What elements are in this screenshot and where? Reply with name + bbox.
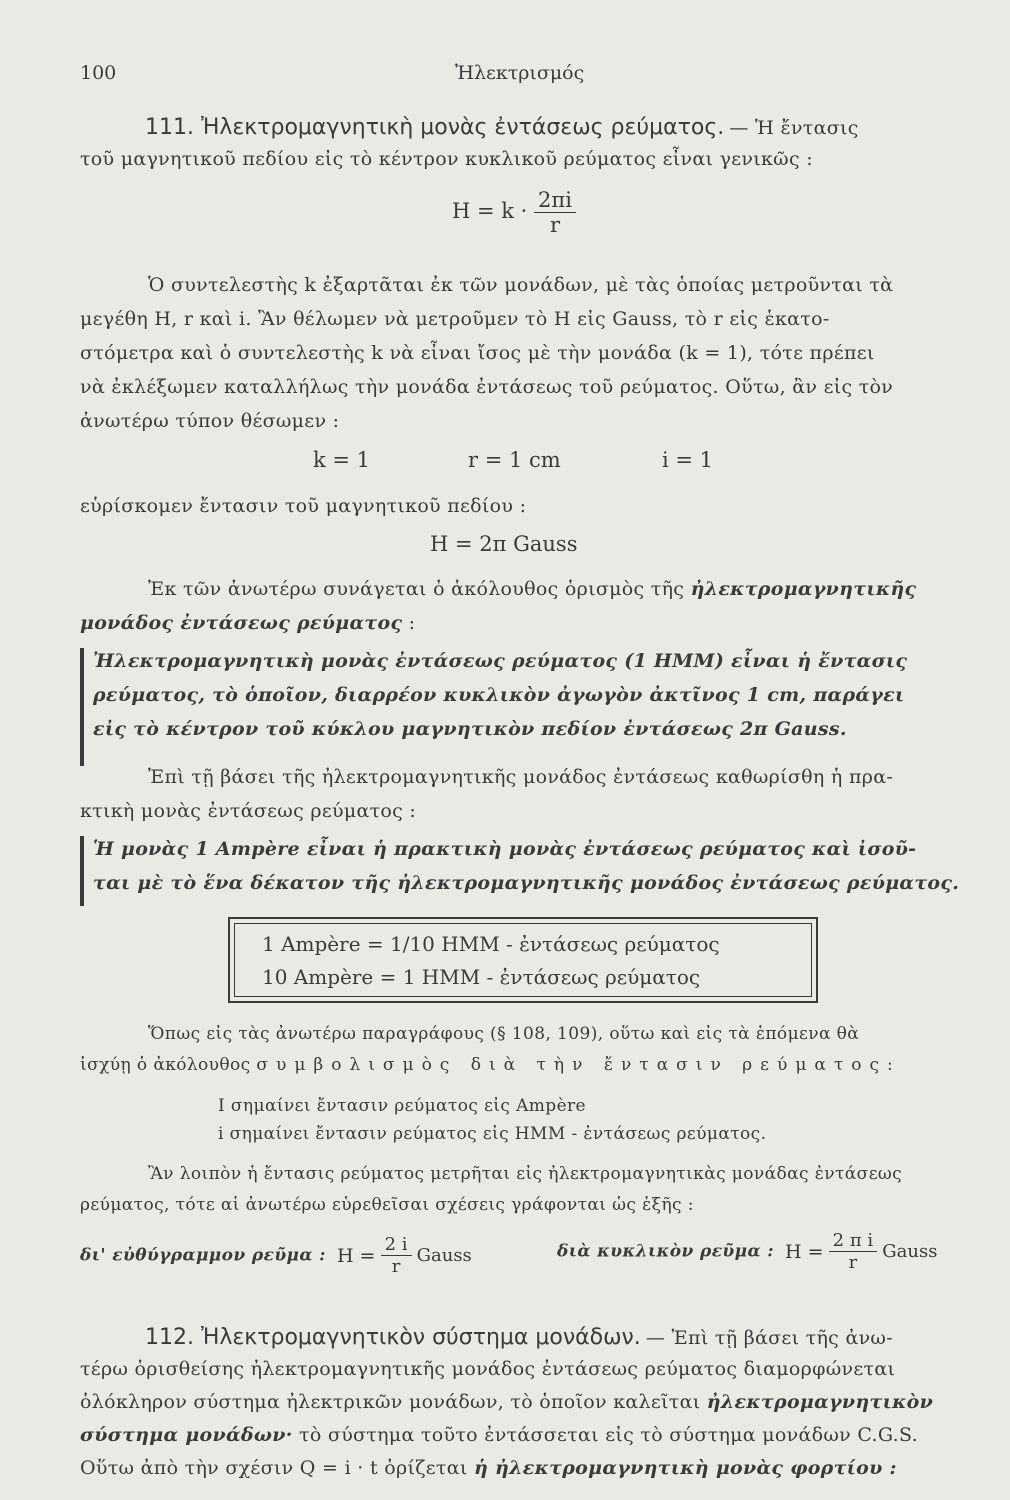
paragraph-4-tail: :: [408, 612, 416, 634]
section-112-line-5: [80, 1457, 897, 1479]
circular-current-fraction: [829, 1230, 877, 1273]
paragraph-6-line-1: Ὅπως εἰς τὰς ἀνωτέρω παραγράφους (§ 108, 109), οὕτω καὶ εἰς τὰ ἑπόμενα θὰ: [148, 1024, 860, 1044]
definition-1-line-1: Ἠλεκτρομαγνητικὴ μονὰς ἐντάσεως ρεύματος (1 HMM) εἶναι ἡ ἔντασις: [93, 650, 908, 672]
paragraph-4-bold-2: μονάδος ἐντάσεως ρεύματος: [80, 612, 403, 634]
section-112-intro-rest: — Ἐπὶ τῇ βάσει τῆς ἀνω-: [645, 1327, 893, 1349]
formula-circular-current: [557, 1230, 937, 1273]
paragraph-4-bold: ἠλεκτρομαγνητικῆς: [690, 578, 917, 600]
paragraph-5-line-2: κτικὴ μονὰς ἐντάσεως ρεύματος :: [80, 800, 417, 822]
section-112-title: 112. Ἠλεκτρομαγνητικὸν σύστημα μονάδων.: [145, 1325, 641, 1350]
eq-r: r = 1 cm: [468, 448, 561, 472]
definition-1-line-2: ρεύματος, τὸ ὁποῖον, διαρρέον κυκλικὸν ἀγωγὸν ἀκτῖνος 1 cm, παράγει: [93, 684, 905, 706]
paragraph-7-line-2: ρεύματος, τότε αἱ ἀνωτέρω εὑρεθεῖσαι σχέσεις γράφονται ὡς ἑξῆς :: [80, 1195, 694, 1215]
definition-1-margin-bar: [80, 648, 84, 766]
symbol-I-meaning: I σημαίνει ἔντασιν ρεύματος εἰς Ampère: [218, 1096, 587, 1116]
paragraph-2-line-1: Ὁ συντελεστὴς k ἐξαρτᾶται ἐκ τῶν μονάδων, μὲ τὰς ὁποίας μετροῦνται τὰ: [148, 274, 894, 296]
intro-line-2: τοῦ μαγνητικοῦ πεδίου εἰς τὸ κέντρον κυκλικοῦ ρεύματος εἶναι γενικῶς :: [80, 148, 813, 170]
eq-k: k = 1: [313, 448, 371, 472]
section-112-line-3-bold: ἠλεκτρομαγνητικὸν: [706, 1391, 934, 1413]
section-112-line-3-plain: ὁλόκληρον σύστημα ἠλεκτρικῶν μονάδων, τὸ ὁποῖον καλεῖται: [80, 1391, 701, 1413]
straight-current-numerator: 2 i: [381, 1234, 412, 1256]
paragraph-6-line-2: [80, 1055, 901, 1075]
section-111-title: 111. Ἠλεκτρομαγνητικὴ μονὰς ἐντάσεως ρεύματος.: [145, 115, 725, 140]
symbol-i-meaning: i σημαίνει ἔντασιν ρεύματος εἰς HMM - ἐντάσεως ρεύματος.: [218, 1124, 767, 1144]
section-112-heading: [145, 1325, 893, 1350]
formula-2pi-gauss: H = 2π Gauss: [430, 532, 578, 556]
circular-current-label: διὰ κυκλικὸν ρεῦμα :: [557, 1241, 774, 1262]
section-112-line-2: τέρω ὁρισθείσης ἠλεκτρομαγνητικῆς μονάδος ἐντάσεως ρεύματος διαμορφώνεται: [80, 1358, 896, 1380]
running-title: Ἠλεκτρισμός: [455, 62, 585, 84]
definition-2-line-2: ται μὲ τὸ ἕνα δέκατον τῆς ἠλεκτρομαγνητικῆς μονάδος ἐντάσεως ρεύματος.: [93, 872, 960, 894]
paragraph-7-line-1: Ἂν λοιπὸν ἡ ἔντασις ρεύματος μετρῆται εἰς ἠλεκτρομαγνητικὰς μονάδας ἐντάσεως: [148, 1164, 903, 1184]
paragraph-2-line-5: ἀνωτέρω τύπον θέσωμεν :: [80, 410, 340, 432]
section-112-line-4-bold: σύστημα μονάδων·: [80, 1424, 293, 1446]
formula-straight-current: [80, 1234, 472, 1277]
paragraph-6-spaced: συμβολισμὸς διὰ τὴν ἔντασιν ρεύματος:: [256, 1055, 901, 1075]
straight-current-lhs: H =: [336, 1244, 376, 1267]
section-111-heading: [145, 115, 859, 140]
circular-current-numerator: 2 π i: [829, 1230, 877, 1252]
straight-current-fraction: [381, 1234, 412, 1277]
circular-current-lhs: H =: [785, 1240, 824, 1263]
paragraph-2-line-4: νὰ ἐκλέξωμεν καταλλήλως τὴν μονάδα ἐντάσεως τοῦ ρεύματος. Οὕτω, ἂν εἰς τὸν: [80, 376, 894, 398]
formula-field-intensity: [452, 188, 576, 237]
formula1-numerator: 2πi: [534, 188, 576, 213]
formula1-lhs: H = k ·: [452, 199, 528, 223]
paragraph-4-line-2: [80, 612, 415, 634]
eq-i: i = 1: [662, 448, 714, 472]
paragraph-2-line-2: μεγέθη H, r καὶ i. Ἂν θέλωμεν νὰ μετροῦμεν τὸ H εἰς Gauss, τὸ r εἰς ἑκατο-: [80, 308, 830, 330]
straight-current-unit: Gauss: [416, 1245, 472, 1266]
definition-2-margin-bar: [80, 836, 84, 906]
paragraph-5-line-1: Ἐπὶ τῇ βάσει τῆς ἠλεκτρομαγνητικῆς μονάδος ἐντάσεως καθωρίσθη ἡ πρα-: [148, 766, 894, 788]
paragraph-3-line-1: εὑρίσκομεν ἔντασιν τοῦ μαγνητικοῦ πεδίου :: [80, 495, 527, 517]
box-relation-2: 10 Ampère = 1 HMM - ἐντάσεως ρεύματος: [262, 965, 701, 989]
definition-2-line-1: Ἡ μονὰς 1 Ampère εἶναι ἡ πρακτικὴ μονὰς ἐντάσεως ρεύματος καὶ ἰσοῦ-: [93, 838, 917, 860]
page-number: 100: [80, 62, 117, 84]
section-111-intro-rest: — Ἡ ἔντασις: [729, 117, 859, 139]
paragraph-2-line-3: στόμετρα καὶ ὁ συντελεστὴς k νὰ εἶναι ἴσος μὲ τὴν μονάδα (k = 1), τότε πρέπει: [80, 342, 875, 364]
formula1-fraction: [534, 188, 576, 237]
section-112-line-5-plain: Οὕτω ἀπὸ τὴν σχέσιν Q = i · t ὁρίζεται: [80, 1457, 468, 1479]
definition-1-line-3: εἰς τὸ κέντρον τοῦ κύκλου μαγνητικὸν πεδίον ἐντάσεως 2π Gauss.: [93, 718, 847, 740]
section-112-line-4-plain: τὸ σύστημα τοῦτο ἐντάσσεται εἰς τὸ σύστημα μονάδων C.G.S.: [299, 1424, 918, 1446]
formula1-denominator: r: [549, 213, 560, 237]
circular-current-denominator: r: [848, 1252, 858, 1273]
section-112-line-5-bold: ἡ ἠλεκτρομαγνητικὴ μονὰς φορτίου :: [473, 1457, 897, 1479]
circular-current-unit: Gauss: [882, 1241, 938, 1262]
section-112-line-4: [80, 1424, 918, 1446]
paragraph-4-line-1: [148, 578, 916, 600]
box-relation-1: 1 Ampère = 1/10 HMM - ἐντάσεως ρεύματος: [262, 932, 720, 956]
paragraph-4-plain: Ἐκ τῶν ἀνωτέρω συνάγεται ὁ ἀκόλουθος ὁρισμὸς τῆς: [148, 578, 685, 600]
straight-current-denominator: r: [391, 1256, 401, 1277]
section-112-line-3: [80, 1391, 933, 1413]
straight-current-label: δι' εὐθύγραμμον ρεῦμα :: [80, 1245, 326, 1266]
paragraph-6-plain: ἰσχύῃ ὁ ἀκόλουθος: [80, 1055, 251, 1075]
